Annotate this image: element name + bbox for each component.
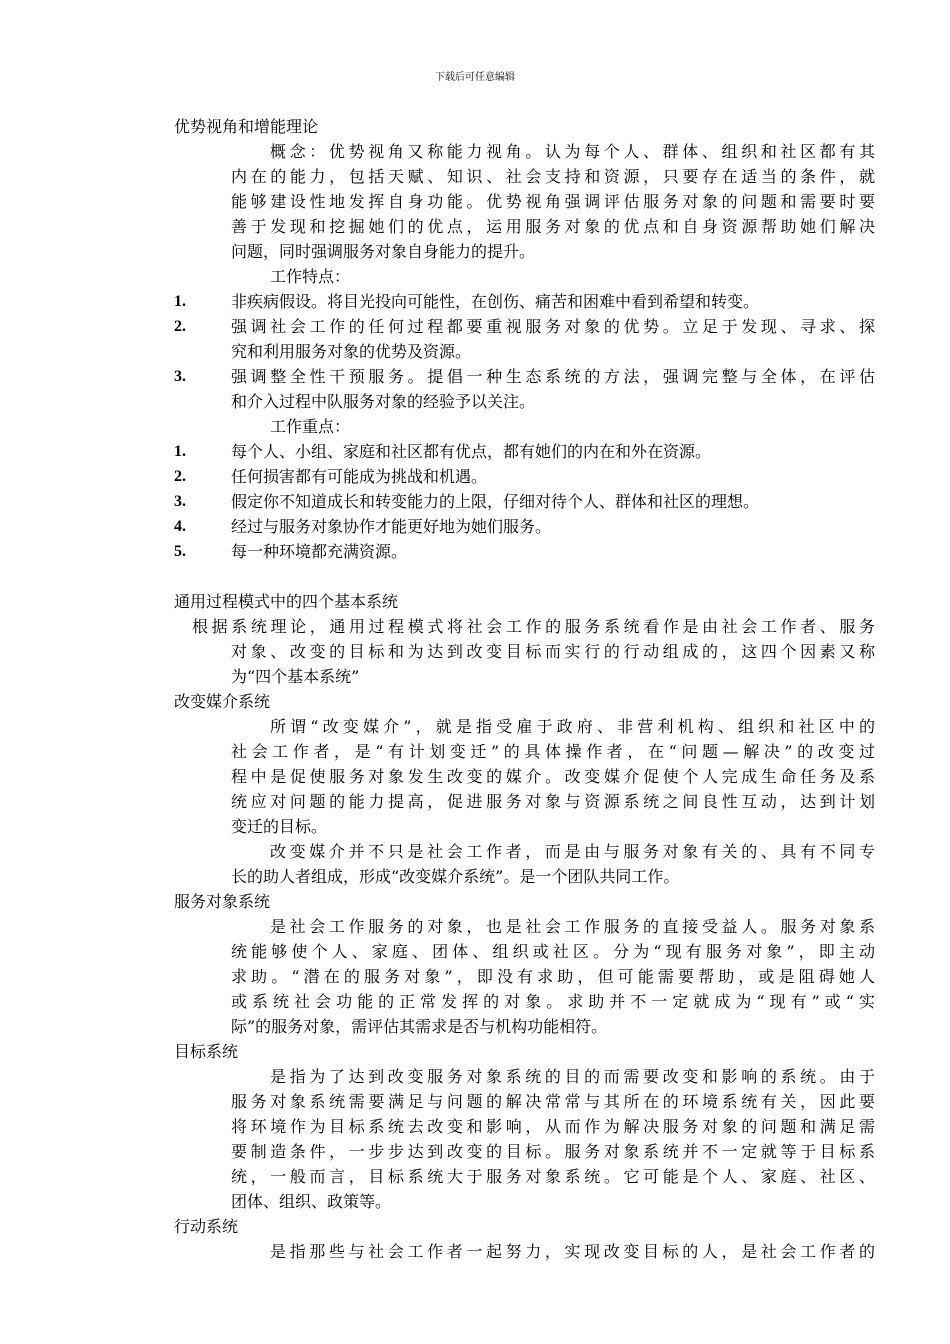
paragraph-line: 善于发现和挖掘她们的优点，运用服务对象的优点和自身资源帮助她们解决	[231, 217, 875, 236]
list-number: 1.	[174, 293, 186, 310]
list-text: 经过与服务对象协作才能更好地为她们服务。	[231, 517, 552, 536]
list-item	[0, 364, 950, 389]
document-body	[0, 114, 950, 1264]
heading-action-system: 行动系统	[174, 1217, 239, 1236]
list-text: 和介入过程中队服务对象的经验予以关注。	[231, 392, 536, 411]
heading-target-system: 目标系统	[174, 1042, 239, 1061]
paragraph-line: 为“四个基本系统”	[231, 667, 360, 686]
subheading-focus: 工作重点：	[270, 417, 351, 436]
list-number: 4.	[174, 518, 186, 535]
paragraph-line: 程中是促使服务对象发生改变的媒介。改变媒介促使个人完成生命任务及系	[231, 767, 875, 786]
list-item	[0, 464, 950, 489]
list-text: 每个人、小组、家庭和社区都有优点，都有她们的内在和外在资源。	[231, 442, 712, 461]
list-text: 假定你不知道成长和转变能力的上限，仔细对待个人、群体和社区的理想。	[231, 492, 760, 511]
list-number: 2.	[174, 468, 186, 485]
paragraph-line: 变迁的目标。	[231, 817, 328, 836]
paragraph-line: 统能够使个人、家庭、团体、组织或社区。分为“现有服务对象”，即主动	[231, 942, 875, 961]
paragraph-line: 将环境作为目标系统去改变和影响，从而作为解决服务对象的问题和满足需	[231, 1117, 875, 1136]
list-text: 强调整全性干预服务。提倡一种生态系统的方法，强调完整与全体，在评估	[231, 367, 875, 386]
heading-change-agent-system: 改变媒介系统	[174, 692, 271, 711]
list-item	[0, 289, 950, 314]
paragraph-line: 根据系统理论，通用过程模式将社会工作的服务系统看作是由社会工作者、服务	[192, 617, 875, 636]
list-item	[0, 439, 950, 464]
paragraph-line: 所谓“改变媒介”，就是指受雇于政府、非营利机构、组织和社区中的	[270, 717, 875, 736]
list-number: 3.	[174, 368, 186, 385]
section-title-strengths: 优势视角和增能理论	[174, 117, 319, 136]
section-title-four-systems: 通用过程模式中的四个基本系统	[174, 592, 399, 611]
paragraph-line: 求助。“潜在的服务对象”，即没有求助，但可能需要帮助，或是阻碍她人	[231, 967, 875, 986]
list-text: 究和利用服务对象的优势及资源。	[231, 342, 472, 361]
list-item-continuation	[0, 389, 950, 414]
paragraph-line: 际”的服务对象，需评估其需求是否与机构功能相符。	[231, 1017, 608, 1036]
paragraph-line: 团体、组织、政策等。	[231, 1192, 392, 1211]
list-item	[0, 539, 950, 564]
paragraph-line: 社会工作者，是“有计划变迁”的具体操作者，在“问题—解决”的改变过	[231, 742, 875, 761]
paragraph-line: 能够建设性地发挥自身功能。优势视角强调评估服务对象的问题和需要时要	[231, 192, 875, 211]
list-text: 每一种环境都充满资源。	[231, 542, 408, 561]
paragraph-line: 改变媒介并不只是社会工作者，而是由与服务对象有关的、具有不同专	[270, 842, 875, 861]
paragraph-line: 或系统社会功能的正常发挥的对象。求助并不一定就成为“现有”或“实	[231, 992, 875, 1011]
paragraph-line: 要制造条件，一步步达到改变的目标。服务对象系统并不一定就等于目标系	[231, 1142, 875, 1161]
list-number: 3.	[174, 493, 186, 510]
blank-line	[0, 564, 950, 589]
paragraph-line: 是指为了达到改变服务对象系统的目的而需要改变和影响的系统。由于	[270, 1067, 875, 1086]
paragraph-line: 是指那些与社会工作者一起努力，实现改变目标的人，是社会工作者的	[270, 1242, 875, 1261]
paragraph-line: 统，一般而言，目标系统大于服务对象系统。它可能是个人、家庭、社区、	[231, 1167, 875, 1186]
paragraph-line: 服务对象系统需要满足与问题的解决常常与其所在的环境系统有关，因此要	[231, 1092, 875, 1111]
list-item-continuation	[0, 339, 950, 364]
list-item	[0, 489, 950, 514]
paragraph-line: 统应对问题的能力提高，促进服务对象与资源系统之间良性互动，达到计划	[231, 792, 875, 811]
subheading-features: 工作特点：	[270, 267, 351, 286]
paragraph-line: 内在的能力，包括天赋、知识、社会支持和资源，只要存在适当的条件，就	[231, 167, 875, 186]
paragraph-line: 是社会工作服务的对象，也是社会工作服务的直接受益人。服务对象系	[270, 917, 875, 936]
list-item	[0, 314, 950, 339]
list-item	[0, 514, 950, 539]
paragraph-line: 长的助人者组成，形成“改变媒介系统”。是一个团队共同工作。	[231, 867, 680, 886]
paragraph-line: 问题，同时强调服务对象自身能力的提升。	[231, 242, 536, 261]
list-text: 强调社会工作的任何过程都要重视服务对象的优势。立足于发现、寻求、探	[231, 317, 875, 336]
paragraph-line: 对象、改变的目标和为达到改变目标而实行的行动组成的，这四个因素又称	[231, 642, 875, 661]
heading-client-system: 服务对象系统	[174, 892, 271, 911]
page-header: 下载后可任意编辑	[435, 72, 515, 83]
list-text: 任何损害都有可能成为挑战和机遇。	[231, 467, 488, 486]
list-number: 2.	[174, 318, 186, 335]
list-number: 1.	[174, 443, 186, 460]
paragraph-line: 概念：优势视角又称能力视角。认为每个人、群体、组织和社区都有其	[270, 142, 875, 161]
list-text: 非疾病假设。将目光投向可能性，在创伤、痛苦和困难中看到希望和转变。	[231, 292, 760, 311]
list-number: 5.	[174, 543, 186, 560]
